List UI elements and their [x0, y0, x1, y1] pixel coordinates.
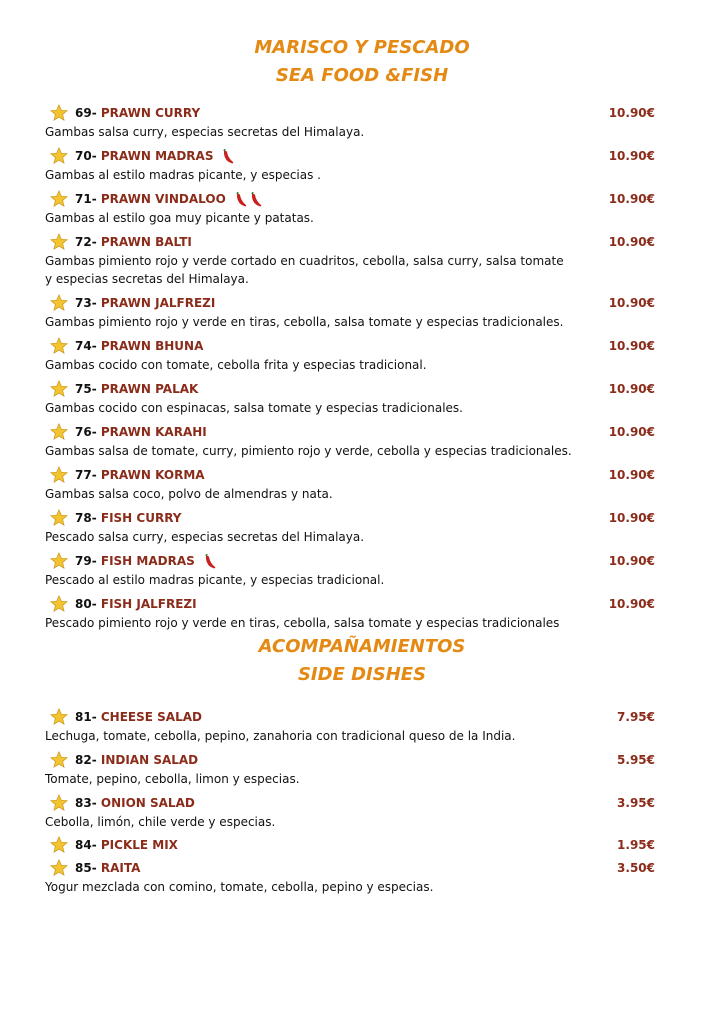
menu-item-price: 10.90€ [608, 554, 655, 568]
menu-item-price: 10.90€ [608, 425, 655, 439]
star-icon [50, 423, 68, 441]
description-line: Cebolla, limón, chile verde y especias. [45, 815, 276, 829]
menu-item [45, 103, 665, 141]
seafood-title-en: SEA FOOD &FISH [275, 65, 449, 86]
menu-item [45, 189, 665, 227]
menu-item-price: 10.90€ [608, 106, 655, 120]
menu-item [45, 293, 665, 331]
menu-item-name: ONION SALAD [100, 796, 195, 810]
menu-item-header [45, 551, 665, 571]
menu-item-name: INDIAN SALAD [100, 753, 199, 767]
description-line: Yogur mezclada con comino, tomate, cebolla, pepino y especias. [45, 880, 434, 894]
description-line: Gambas cocido con tomate, cebolla frita y especias tradicional. [45, 358, 427, 372]
menu-item [45, 379, 665, 417]
description-line: Gambas pimiento rojo y verde en tiras, cebolla, salsa tomate y especias tradicionales. [45, 315, 564, 329]
star-icon [50, 190, 68, 208]
menu-item-name: PRAWN JALFREZI [100, 296, 216, 310]
description-line: Gambas salsa de tomate, curry, pimiento rojo y verde, cebolla y especias tradicionales. [45, 444, 572, 458]
menu-item-name: PRAWN CURRY [100, 106, 201, 120]
menu-item-name: RAITA [100, 861, 141, 875]
menu-item-number: 69- [75, 106, 97, 120]
menu-item-description [45, 614, 665, 632]
menu-item [45, 594, 665, 632]
menu-item-number: 81- [75, 710, 97, 724]
menu-item-title [75, 189, 263, 209]
menu-item-name: PICKLE MIX [100, 838, 178, 852]
menu-item-title [75, 508, 181, 528]
menu-item [45, 422, 665, 460]
star-icon [50, 337, 68, 355]
description-line: Tomate, pepino, cebolla, limon y especias. [45, 772, 300, 786]
menu-item-name: FISH MADRAS [100, 554, 195, 568]
menu-item-number: 70- [75, 149, 97, 163]
menu-item-description [45, 166, 665, 184]
chili-icon [234, 192, 248, 208]
menu-item-number: 76- [75, 425, 97, 439]
menu-item-title [75, 146, 235, 166]
menu-item-price: 10.90€ [608, 382, 655, 396]
menu-item-description [45, 123, 665, 141]
star-icon [50, 233, 68, 251]
description-line: Gambas al estilo goa muy picante y patatas. [45, 211, 314, 225]
menu-item-number: 73- [75, 296, 97, 310]
menu-item-title [75, 232, 192, 252]
menu-item-description [45, 313, 665, 331]
menu-item-title [75, 293, 215, 313]
menu-item-price: 3.95€ [617, 796, 655, 810]
description-line: Gambas cocido con espinacas, salsa tomate y especias tradicionales. [45, 401, 463, 415]
star-icon [50, 466, 68, 484]
menu-item [45, 336, 665, 374]
menu-item-description [45, 485, 665, 503]
star-icon [50, 294, 68, 312]
menu-item [45, 793, 665, 831]
star-icon [50, 859, 68, 877]
menu-item-number: 75- [75, 382, 97, 396]
menu-item-header [45, 793, 665, 813]
menu-item-header [45, 707, 665, 727]
menu-item [45, 508, 665, 546]
description-line: Gambas al estilo madras picante, y especias . [45, 168, 321, 182]
menu-item-name: PRAWN BHUNA [100, 339, 204, 353]
star-icon [50, 836, 68, 854]
menu-item [45, 707, 665, 745]
menu-item-name: PRAWN MADRAS [100, 149, 214, 163]
menu-item-description [45, 399, 665, 417]
menu-item-description [45, 209, 665, 227]
menu-item-price: 10.90€ [608, 296, 655, 310]
menu-item-header [45, 232, 665, 252]
menu-item-header [45, 835, 665, 855]
sides-title [0, 633, 724, 689]
menu-item-description [45, 878, 665, 896]
menu-item-name: PRAWN KORMA [100, 468, 205, 482]
menu-item-title [75, 422, 207, 442]
menu-item-name: FISH JALFREZI [100, 597, 197, 611]
star-icon [50, 794, 68, 812]
menu-item-title [75, 793, 195, 813]
description-line: Lechuga, tomate, cebolla, pepino, zanahoria con tradicional queso de la India. [45, 729, 516, 743]
seafood-menu-list [45, 103, 665, 637]
menu-item-price: 10.90€ [608, 597, 655, 611]
menu-item-title [75, 594, 197, 614]
star-icon [50, 751, 68, 769]
menu-item [45, 551, 665, 589]
menu-item-title [75, 750, 198, 770]
menu-item-description [45, 528, 665, 546]
sides-title-en: SIDE DISHES [297, 664, 427, 685]
menu-item-price: 1.95€ [617, 838, 655, 852]
menu-item-description [45, 727, 665, 745]
menu-item-title [75, 858, 140, 878]
menu-item-header [45, 103, 665, 123]
menu-item-title [75, 835, 178, 855]
sides-title-es: ACOMPAÑAMIENTOS [258, 636, 466, 657]
description-line: Gambas salsa curry, especias secretas del Himalaya. [45, 125, 365, 139]
menu-item [45, 232, 665, 288]
menu-item-number: 71- [75, 192, 97, 206]
menu-item-price: 5.95€ [617, 753, 655, 767]
menu-item-number: 82- [75, 753, 97, 767]
menu-item-title [75, 379, 198, 399]
menu-item-number: 74- [75, 339, 97, 353]
menu-item-price: 10.90€ [608, 149, 655, 163]
menu-item-price: 10.90€ [608, 468, 655, 482]
menu-item-price: 10.90€ [608, 192, 655, 206]
menu-item-name: PRAWN VINDALOO [100, 192, 226, 206]
menu-item-description [45, 252, 665, 288]
description-line: y especias secretas del Himalaya. [45, 272, 249, 286]
menu-item-header [45, 379, 665, 399]
menu-item-number: 85- [75, 861, 97, 875]
menu-item [45, 750, 665, 788]
description-line: Gambas pimiento rojo y verde cortado en cuadritos, cebolla, salsa curry, salsa tomate [45, 254, 564, 268]
menu-item-description [45, 813, 665, 831]
menu-item-title [75, 103, 200, 123]
menu-item-header [45, 422, 665, 442]
menu-item-name: FISH CURRY [100, 511, 182, 525]
menu-item-name: CHEESE SALAD [100, 710, 202, 724]
chili-icon [249, 192, 263, 208]
seafood-title-es: MARISCO Y PESCADO [254, 37, 470, 58]
menu-item-price: 10.90€ [608, 511, 655, 525]
menu-item-number: 72- [75, 235, 97, 249]
menu-item-header [45, 465, 665, 485]
star-icon [50, 509, 68, 527]
menu-item-description [45, 442, 665, 460]
seafood-title [0, 34, 724, 90]
description-line: Pescado pimiento rojo y verde en tiras, cebolla, salsa tomate y especias tradicionales [45, 616, 560, 630]
menu-item-number: 77- [75, 468, 97, 482]
star-icon [50, 104, 68, 122]
menu-item-title [75, 551, 217, 571]
menu-item [45, 146, 665, 184]
menu-item-header [45, 146, 665, 166]
chili-icon [221, 149, 235, 165]
menu-item-number: 78- [75, 511, 97, 525]
menu-item-price: 10.90€ [608, 235, 655, 249]
menu-item-price: 10.90€ [608, 339, 655, 353]
star-icon [50, 380, 68, 398]
menu-item-number: 80- [75, 597, 97, 611]
menu-item [45, 858, 665, 896]
menu-item-number: 79- [75, 554, 97, 568]
star-icon [50, 708, 68, 726]
menu-item [45, 835, 665, 855]
menu-item-header [45, 189, 665, 209]
menu-item-title [75, 465, 205, 485]
star-icon [50, 147, 68, 165]
menu-item-name: PRAWN KARAHI [100, 425, 207, 439]
menu-item-price: 3.50€ [617, 861, 655, 875]
description-line: Gambas salsa coco, polvo de almendras y nata. [45, 487, 333, 501]
menu-item-name: PRAWN BALTI [100, 235, 192, 249]
menu-item-title [75, 707, 202, 727]
menu-item-description [45, 356, 665, 374]
menu-item-name: PRAWN PALAK [100, 382, 199, 396]
menu-item-description [45, 770, 665, 788]
chili-icon [203, 554, 217, 570]
description-line: Pescado al estilo madras picante, y especias tradicional. [45, 573, 385, 587]
menu-item-header [45, 508, 665, 528]
menu-item [45, 465, 665, 503]
menu-item-title [75, 336, 203, 356]
star-icon [50, 552, 68, 570]
menu-item-header [45, 594, 665, 614]
menu-item-number: 84- [75, 838, 97, 852]
menu-item-header [45, 293, 665, 313]
menu-item-header [45, 750, 665, 770]
menu-item-description [45, 571, 665, 589]
description-line: Pescado salsa curry, especias secretas del Himalaya. [45, 530, 365, 544]
star-icon [50, 595, 68, 613]
sides-menu-list [45, 707, 665, 901]
menu-item-header [45, 336, 665, 356]
menu-item-price: 7.95€ [617, 710, 655, 724]
menu-item-header [45, 858, 665, 878]
menu-item-number: 83- [75, 796, 97, 810]
